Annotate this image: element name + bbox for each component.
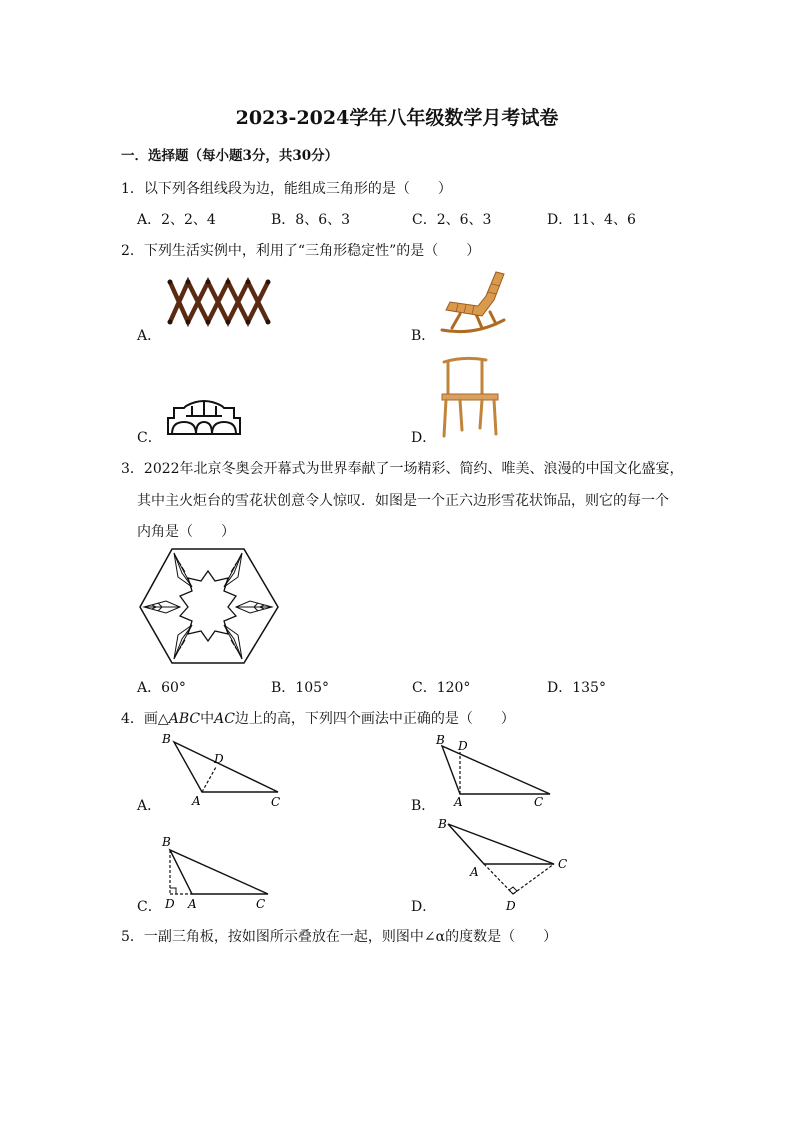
question-number: 5． [121, 929, 144, 945]
label-b: B [436, 733, 445, 747]
label-c: C [256, 897, 266, 911]
wooden-chair-figure [438, 354, 504, 438]
label-a: A [192, 794, 201, 808]
question-text-line: 内角是（ ） [137, 524, 235, 540]
q3-option-d: D．135° [547, 680, 606, 696]
question-text: 2022年北京冬奥会开幕式为世界奉献了一场精彩、简约、唯美、浪漫的中国文化盛宴， [143, 461, 684, 477]
q3-option-c: C．120° [412, 680, 471, 696]
label-d: D [165, 897, 175, 911]
triangle-figure-c [158, 830, 288, 912]
hexagon-snowflake-figure [138, 545, 278, 665]
question-text: 下列生活实例中，利用了“三角形稳定性”的是（ ） [143, 243, 481, 259]
label-c: C [558, 857, 568, 871]
q1-option-d: D．11、4、6 [547, 212, 636, 228]
q1-option-b: B．8、6、3 [271, 212, 351, 228]
question-number: 4． [121, 711, 144, 727]
question-text: 一副三角板，按如图所示叠放在一起，则图中∠α的度数是（ ） [143, 929, 558, 945]
question-2 [121, 240, 480, 260]
q1-option-c: C．2、6、3 [412, 212, 492, 228]
label-d: D [506, 899, 516, 913]
question-number: 3． [121, 461, 144, 477]
arch-bridge-figure [164, 394, 244, 436]
reclining-chair-figure [438, 270, 510, 334]
question-text: 以下列各组线段为边，能组成三角形的是（ ） [143, 181, 452, 197]
label-a: A [454, 795, 463, 809]
question-text-mid: 中 [200, 711, 215, 727]
label-b: B [438, 817, 447, 831]
q4-option-c: C． [137, 899, 162, 915]
q2-option-d: D． [411, 430, 437, 446]
section-heading: 一．选择题（每小题3分，共30分） [121, 148, 339, 164]
triangle-figure-d [434, 814, 574, 912]
page-title: 2023-2024学年八年级数学月考试卷 [235, 107, 559, 129]
question-4 [121, 708, 515, 728]
question-text-line: 其中主火炬台的雪花状创意令人惊叹．如图是一个正六边形雪花状饰品，则它的每一个 [137, 493, 669, 509]
label-c: C [534, 795, 544, 809]
question-text-pre: 画△ [143, 711, 169, 727]
lattice-figure [164, 276, 280, 328]
q4-option-a: A． [137, 798, 162, 814]
label-d: D [214, 752, 224, 766]
label-d: D [458, 739, 468, 753]
question-text-post: 边上的高，下列四个画法中正确的是（ ） [234, 711, 515, 727]
side-name: AC [214, 711, 235, 727]
triangle-figure-a [150, 728, 290, 810]
label-a: A [470, 865, 479, 879]
question-number: 2． [121, 243, 144, 259]
question-3 [121, 458, 684, 478]
q3-option-a: A．60° [137, 680, 186, 696]
q2-option-a: A． [137, 328, 162, 344]
label-b: B [162, 732, 171, 746]
question-1 [121, 178, 452, 198]
label-c: C [271, 795, 281, 809]
label-b: B [162, 835, 171, 849]
question-5 [121, 926, 557, 946]
triangle-name: ABC [168, 711, 201, 727]
question-number: 1． [121, 181, 144, 197]
q2-option-c: C． [137, 430, 162, 446]
q3-option-b: B．105° [271, 680, 330, 696]
q4-option-b: B． [411, 798, 436, 814]
q2-option-b: B． [411, 328, 436, 344]
label-a: A [188, 897, 197, 911]
q4-option-d: D． [411, 899, 437, 915]
q1-option-a: A．2、2、4 [137, 212, 216, 228]
triangle-figure-b [428, 728, 558, 810]
